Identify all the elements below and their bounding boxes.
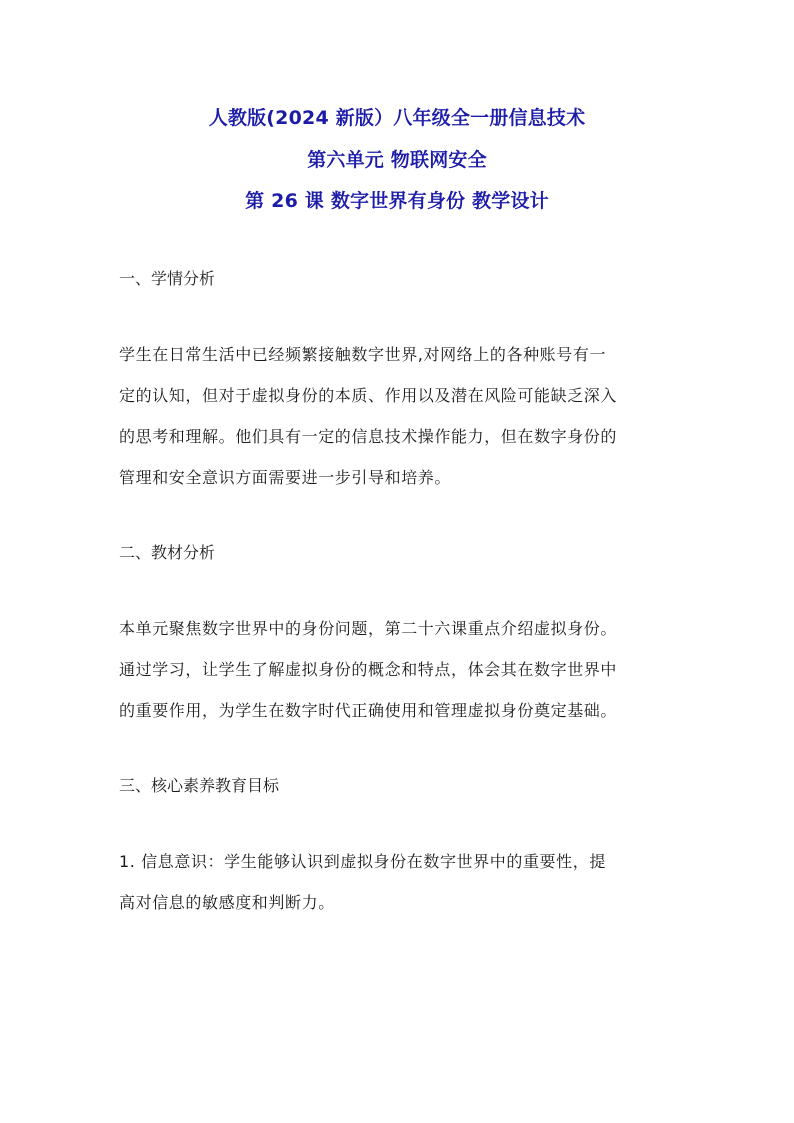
section-paragraph (119, 608, 689, 731)
section-paragraph (119, 841, 689, 923)
paragraph-line: 定的认知，但对于虚拟身份的本质、作用以及潜在风险可能缺乏深入 (119, 386, 618, 405)
paragraph-line: 通过学习，让学生了解虚拟身份的概念和特点，体会其在数字世界中 (119, 660, 618, 679)
paragraph-line: 的重要作用，为学生在数字时代正确使用和管理虚拟身份奠定基础。 (119, 701, 618, 720)
paragraph-line: 1. 信息意识：学生能够认识到虚拟身份在数字世界中的重要性，提 (119, 852, 606, 871)
paragraph-line: 管理和安全意识方面需要进一步引导和培养。 (119, 468, 452, 487)
paragraph-line: 学生在日常生活中已经频繁接触数字世界,对网络上的各种账号有一 (119, 345, 607, 364)
section-core-literacy-goals (119, 771, 689, 923)
section-heading: 一、学情分析 (119, 269, 216, 288)
section-paragraph (119, 334, 689, 498)
paragraph-line: 的思考和理解。他们具有一定的信息技术操作能力，但在数字身份的 (119, 427, 618, 446)
section-textbook-analysis (119, 538, 689, 731)
title-line-unit: 第六单元 物联网安全 (307, 149, 487, 171)
section-heading: 三、核心素养教育目标 (119, 776, 280, 795)
section-heading: 二、教材分析 (119, 543, 216, 562)
document-body (119, 264, 689, 923)
paragraph-line: 高对信息的敏感度和判断力。 (119, 893, 335, 912)
paragraph-line: 本单元聚焦数字世界中的身份问题，第二十六课重点介绍虚拟身份。 (119, 619, 618, 638)
title-line-textbook: 人教版(2024 新版）八年级全一册信息技术 (208, 107, 586, 129)
title-line-lesson: 第 26 课 数字世界有身份 教学设计 (245, 190, 549, 212)
section-student-analysis (119, 264, 689, 498)
